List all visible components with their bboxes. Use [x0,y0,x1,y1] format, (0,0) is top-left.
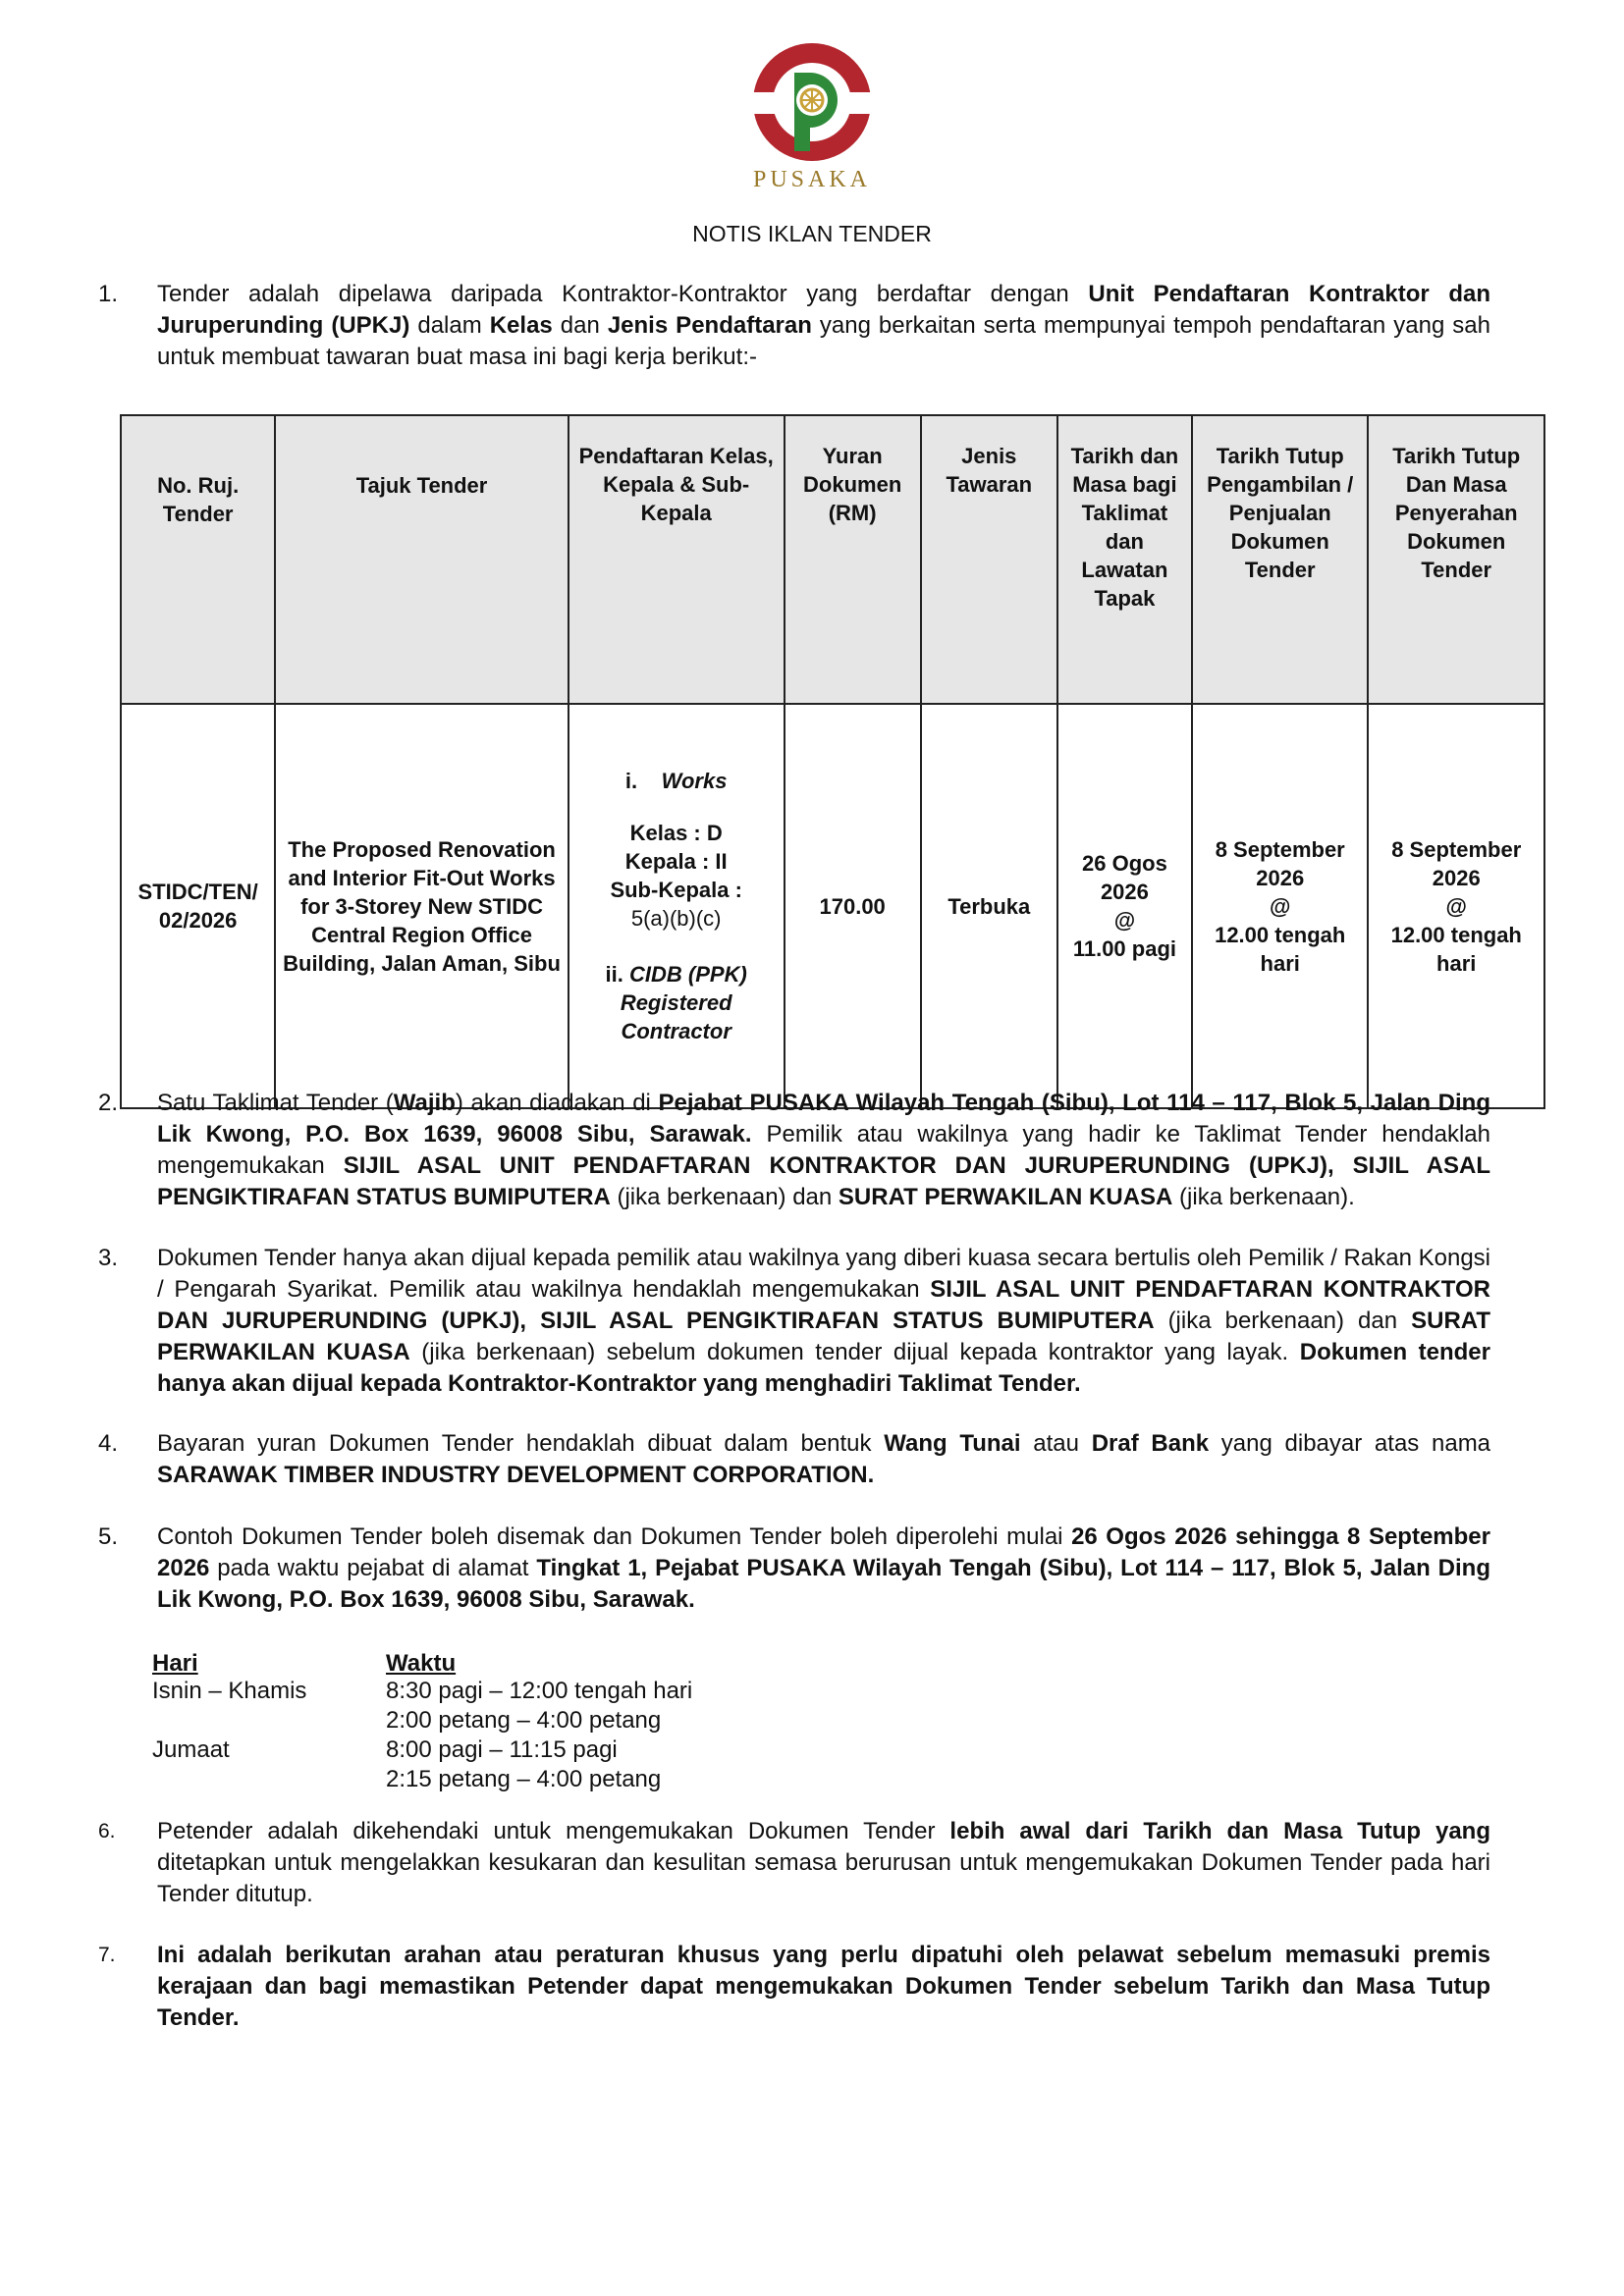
cell-ref: STIDC/TEN/ 02/2026 [121,704,275,1108]
header-type: Jenis Tawaran [921,415,1057,704]
paragraph-number: 2. [98,1090,119,1116]
paragraph-text: Dokumen Tender hanya akan dijual kepada pemilik atau wakilnya yang diberi kuasa secara bertulis oleh Pemilik / Rakan Kongsi / Pengarah Syarikat. Pemilik atau wakilnya hendaklah mengemukakan SIJIL ASAL UNIT PENDAFTARAN KONTRAKTOR DAN JURUPERUNDING (UPKJ), SIJIL ASAL PENGIKTIRAFAN STATUS BUMIPUTERA (jika berkenaan) dan SURAT PERWAKILAN KUASA (jika berkenaan) sebelum dokumen tender dijual kepada kontraktor yang layak. Dokumen tender hanya akan dijual kepada Kontraktor-Kontraktor yang menghadiri Taklimat Tender. [157,1245,1490,1397]
paragraph-text: Bayaran yuran Dokumen Tender hendaklah dibuat dalam bentuk Wang Tunai atau Draf Bank yang dibayar atas nama SARAWAK TIMBER INDUSTRY DEVELOPMENT CORPORATION. [157,1430,1491,1488]
paragraph-number: 5. [98,1523,119,1550]
header-registration: Pendaftaran Kelas, Kepala & Sub-Kepala [568,415,785,704]
hours-time-2b: 2:15 petang – 4:00 petang [386,1766,662,1792]
paragraph-2 [98,1088,1490,1213]
paragraph-number: 6. [98,1820,116,1842]
paragraph-5 [98,1522,1490,1616]
header-ref: No. Ruj. Tender [121,415,275,704]
pusaka-emblem-icon [751,41,873,163]
header-submit-close: Tarikh Tutup Dan Masa Penyerahan Dokumen Tender [1368,415,1544,704]
cell-fee: 170.00 [785,704,921,1108]
hours-time-2a: 8:00 pagi – 11:15 pagi [386,1736,618,1763]
paragraph-1 [98,279,1490,373]
paragraph-3 [98,1243,1490,1400]
hours-day-1: Isnin – Khamis [152,1678,307,1704]
cell-sale-close: 8 September 2026 @ 12.00 tengah hari [1192,704,1368,1108]
page-title: NOTIS IKLAN TENDER [692,221,932,246]
logo-wordmark: PUSAKA [752,167,872,192]
hours-day-2: Jumaat [152,1736,230,1763]
paragraph-4 [98,1428,1490,1491]
header-fee: Yuran Dokumen (RM) [785,415,921,704]
cell-title: The Proposed Renovation and Interior Fit-Out Works for 3-Storey New STIDC Central Region Office Building, Jalan Aman, Sibu [275,704,568,1108]
header-briefing: Tarikh dan Masa bagi Taklimat dan Lawatan Tapak [1057,415,1192,704]
cell-registration: i. Works Kelas : D Kepala : II Sub-Kepala : 5(a)(b)(c) ii. CIDB (PPK) Registered Contractor [568,704,785,1108]
paragraph-number: 1. [98,281,119,307]
table-header-row [121,415,1544,704]
pusaka-logo [745,41,879,194]
paragraph-text: Petender adalah dikehendaki untuk mengemukakan Dokumen Tender lebih awal dari Tarikh dan Masa Tutup yang ditetapkan untuk mengelakkan kesukaran dan kesulitan semasa berurusan untuk mengemukakan Dokumen Tender pada hari Tender ditutup. [157,1818,1490,1907]
paragraph-number: 3. [98,1245,119,1271]
cell-submit-close: 8 September 2026 @ 12.00 tengah hari [1368,704,1544,1108]
tender-table [120,414,1545,1109]
cell-type: Terbuka [921,704,1057,1108]
paragraph-6 [98,1816,1490,1910]
paragraph-text: Contoh Dokumen Tender boleh disemak dan Dokumen Tender boleh diperolehi mulai 26 Ogos 2026 sehingga 8 September 2026 pada waktu pejabat di alamat Tingkat 1, Pejabat PUSAKA Wilayah Tengah (Sibu), Lot 114 – 117, Blok 5, Jalan Ding Lik Kwong, P.O. Box 1639, 96008 Sibu, Sarawak. [157,1523,1491,1613]
paragraph-text: Tender adalah dipelawa daripada Kontraktor-Kontraktor yang berdaftar dengan Unit Pendaftaran Kontraktor dan Juruperunding (UPKJ) dalam Kelas dan Jenis Pendaftaran yang berkaitan serta mempunyai tempoh pendaftaran yang sah untuk membuat tawaran buat masa ini bagi kerja berikut:- [157,281,1491,370]
paragraph-7 [98,1940,1490,2034]
paragraph-text: Ini adalah berikutan arahan atau peraturan khusus yang perlu dipatuhi oleh pelawat sebelum memasuki premis kerajaan dan bagi memastikan Petender dapat mengemukakan Dokumen Tender sebelum Tarikh dan Masa Tutup Tender. [157,1942,1490,2031]
hours-time-1a: 8:30 pagi – 12:00 tengah hari [386,1678,693,1704]
header-title: Tajuk Tender [275,415,568,704]
paragraph-number: 7. [98,1944,116,1966]
paragraph-text: Satu Taklimat Tender (Wajib) akan diadakan di Pejabat PUSAKA Wilayah Tengah (Sibu), Lot 114 – 117, Blok 5, Jalan Ding Lik Kwong, P.O. Box 1639, 96008 Sibu, Sarawak. Pemilik atau wakilnya yang hadir ke Taklimat Tender hendaklah mengemukakan SIJIL ASAL UNIT PENDAFTARAN KONTRAKTOR DAN JURUPERUNDING (UPKJ), SIJIL ASAL PENGIKTIRAFAN STATUS BUMIPUTERA (jika berkenaan) dan SURAT PERWAKILAN KUASA (jika berkenaan). [157,1090,1491,1210]
table-row [121,704,1544,1108]
hours-time-1b: 2:00 petang – 4:00 petang [386,1707,662,1734]
paragraph-number: 4. [98,1430,119,1457]
hours-day-header: Hari [152,1650,198,1677]
header-sale-close: Tarikh Tutup Pengambilan / Penjualan Dokumen Tender [1192,415,1368,704]
hours-time-header: Waktu [386,1650,457,1677]
cell-briefing: 26 Ogos 2026 @ 11.00 pagi [1057,704,1192,1108]
